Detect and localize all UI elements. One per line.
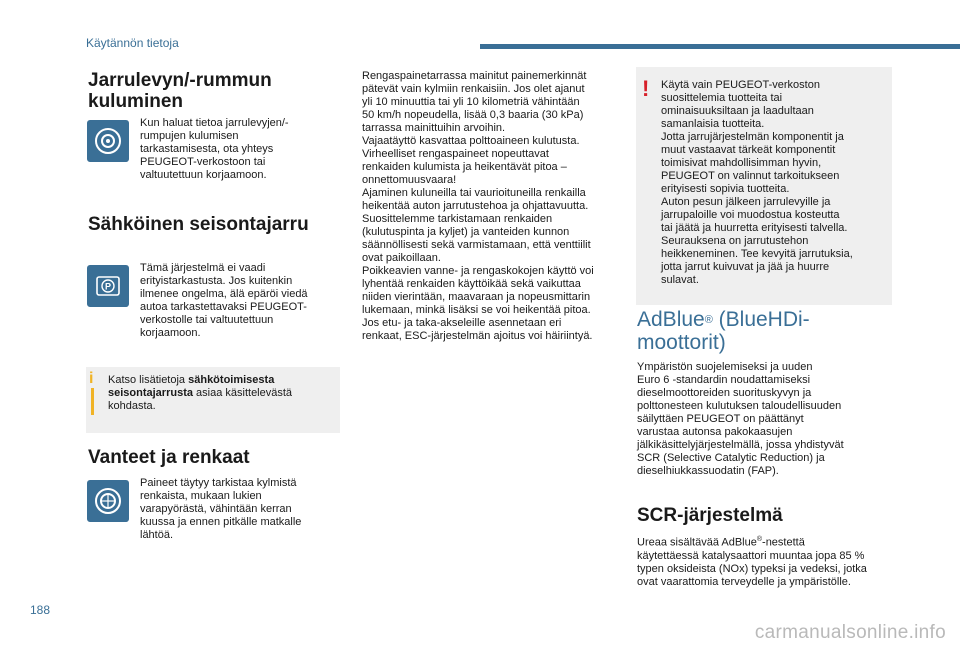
wheels-text: Paineet täytyy tarkistaa kylmistä renkaista, mukaan lukien varapyörästä, vähintään kerran kuussa ja ennen pitkälle matkalle lähtöä. [140, 477, 302, 541]
scr-text: Ureaa sisältävää AdBlue®-nestettä käytettäessä katalysaattori muuntaa jopa 85 % typen oksideista (NOx) typeksi ja vedeksi, jotka ovat vaarattomia terveydelle ja ympäristölle. [637, 536, 867, 588]
info-text: Katso lisätietoja sähkötoimisesta seisontajarrusta asiaa käsittelevästä kohdasta. [108, 374, 293, 412]
page-number: 188 [30, 603, 51, 617]
tyre-brake-icon [87, 120, 129, 162]
watermark: carmanualsonline.info [754, 622, 946, 643]
adblue-text: Ympäristön suojelemiseksi ja uuden Euro 6 -standardin noudattamiseksi dieselmoottoreiden suorituskyvyn ja polttonesteen kulutuksen taloudellisuuden säilyttäen PEUGEOT on päättänyt varustaa autonsa pakokaasujen jälkikäsittelyjärjestelmällä, jossa yhdistyvät SCR (Selective Catalytic Reduction) ja dieselhiukkassuodatin (FAP). [637, 361, 844, 477]
info-box [86, 367, 340, 433]
scr-title: SCR-järjestelmä [637, 505, 783, 526]
brake-wear-text: Kun haluat tietoa jarrulevyjen/- rumpujen kulumisen tarkastamisesta, ota yhteys PEUGEOT-verkostoon tai valtuutettuun korjaamoon. [140, 117, 289, 181]
info-bar [91, 388, 94, 415]
parking-brake-icon [87, 265, 129, 307]
wheels-title: Vanteet ja renkaat [88, 447, 250, 468]
warning-icon: ! [642, 76, 650, 101]
brake-wear-title: Jarrulevyn/-rummun kuluminen [88, 70, 272, 112]
svg-text:P: P [104, 281, 112, 292]
warning-text: Käytä vain PEUGEOT-verkoston suosittelemia tuotteita tai ominaisuuksiltaan ja laadultaan samanlaisia tuotteita. Jotta jarrujärjestelmän komponentit ja muut vastaavat tärkeät komponentit toimisivat mahdollisimman hyvin, PEUGEOT on valinnut tarkoitukseen erityisesti sopivia tuotteita. Auton pesun jälkeen jarrulevyille ja jarrupaloille voi muodostua kosteutta tai jäätä ja huurretta erityisesti talvella. Seurauksena on jarrutustehon heikkeneminen. Tee kevyitä jarrutuksia, jotta jarrut kuivuvat ja jää ja huurre sulavat. [661, 79, 853, 286]
adblue-title: AdBlue® (BlueHDi- moottorit) [637, 308, 810, 354]
warning-box [636, 67, 892, 305]
parking-brake-title: Sähköinen seisontajarru [88, 214, 309, 235]
info-icon: i [89, 370, 94, 387]
wheel-tyre-icon [87, 480, 129, 522]
header-accent-bar [480, 44, 960, 49]
section-label: Käytännön tietoja [86, 36, 179, 50]
parking-brake-text: Tämä järjestelmä ei vaadi erityistarkastusta. Jos kuitenkin ilmenee ongelma, älä epäröi viedä autoa tarkastettavaksi PEUGEOT- verkostolle tai valtuutettuun korjaamoon. [140, 262, 308, 339]
tyre-pressure-text: Rengaspainetarrassa mainitut painemerkinnät pätevät vain kylmiin renkaisiin. Jos olet ajanut yli 10 minuuttia tai yli 10 kilometriä vähintään 50 km/h nopeudella, lisää 0,3 baaria (30 kPa) tarrassa mainittuihin arvoihin. Vajaatäyttö kasvattaa polttoaineen kulutusta. Virheelliset rengaspaineet nopeuttavat renkaiden kulumista ja heikentävät pitoa – onnettomuusvaara! Ajaminen kuluneilla tai vaurioituneilla renkailla heikentää auton jarrutustehoa ja ohjattavuutta. Suosittelemme tarkistamaan renkaiden (kulutuspinta ja kyljet) ja vanteiden kunnon säännöllisesti sekä varmistamaan, että venttiilit ovat paikoillaan. Poikkeavien vanne- ja rengaskokojen käyttö voi lyhentää renkaiden käyttöikää sekä vaikuttaa niiden vierintään, maavaraan ja nopeusmittarin lukemaan, minkä lisäksi se voi heikentää pitoa. Jos etu- ja taka-akseleille asennetaan eri renkaat, ESC-järjestelmän ajoitus voi häiriintyä. [362, 70, 594, 342]
